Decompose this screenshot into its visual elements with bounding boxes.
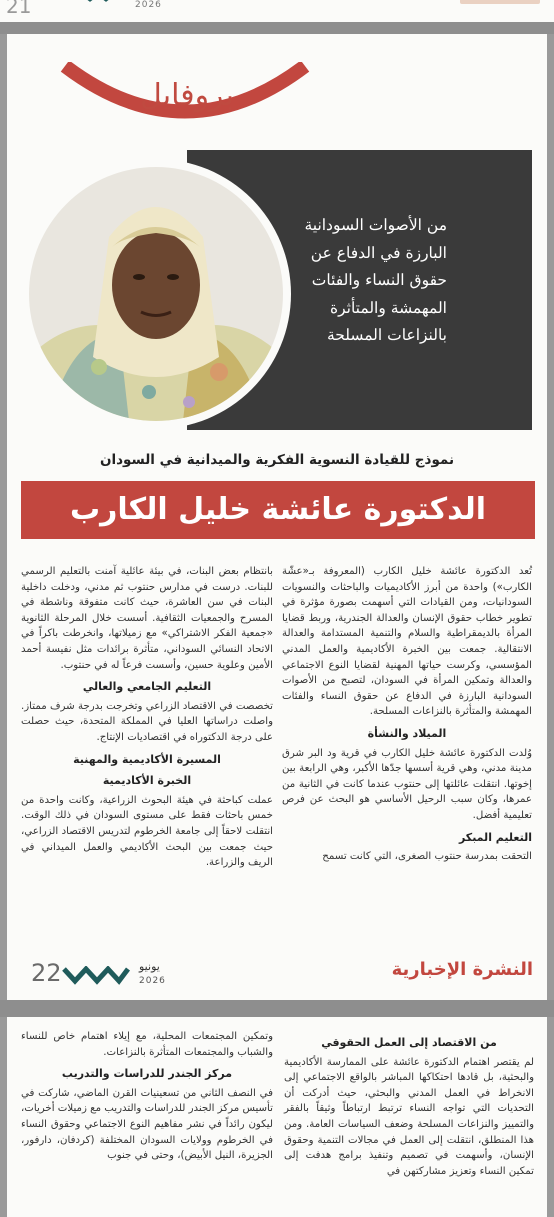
brand-mark-icon (80, 0, 116, 4)
section-heading-university: التعليم الجامعي والعالي (82, 680, 212, 694)
page-gap-middle (0, 1000, 554, 1017)
previous-page-strip (0, 0, 554, 22)
section-heading-gender-center: مركز الجندر للدراسات والتدريب (61, 1067, 233, 1081)
issue-month: يونيو (139, 960, 160, 973)
tagline-line: حقوق النساء والفئات (311, 271, 447, 289)
newsletter-logo: النشرة الإخبارية (391, 959, 533, 980)
tagline-line: المهمشة والمتأثرة (329, 298, 447, 317)
section-label-profile: بروفايل (140, 78, 234, 113)
tagline-line: البارزة في الدفاع عن (310, 243, 447, 262)
early-education-paragraph: التحقت بمدرسة حنتوب الصغرى، التي كانت تسمح (322, 851, 532, 863)
previous-page-logo (460, 0, 540, 4)
article-column-left (21, 1029, 273, 1166)
gender-center-paragraph: في النصف الثاني من تسعينيات القرن الماضي، شاركت في تأسيس مركز الجندر للدراسات والتدريب مع زميلات أخريات، ليكون رائداً في نشر مفاهيم النوع الاجتماعي وحقوق النساء في الخرطوم وولايات السودان المختلفة (كردفان، دارفور، الجزيرة، النيل الأبيض)، وحتى في جنوب (20, 1087, 273, 1162)
profile-subtitle: نموذج للقيادة النسوية الفكرية والميدانية في السودان (99, 452, 455, 468)
magazine-page-23 (7, 1017, 547, 1217)
portrait-photo (21, 159, 291, 429)
page-gap-top (0, 22, 554, 34)
birth-paragraph: وُلدت الدكتورة عائشة خليل الكارب في قرية ود البر شرق مدينة مدني، وهي قرية أسسها جدّها الأكبر، وهي الرابعة بين إخوتها. انتقلت عائلتها إلى حنتوب عندما كانت في الثانية من عمرها، وكان سبب الرحيل الأساسي هو البحث عن فرص تعليمية أفضل. (282, 747, 532, 821)
university-paragraph: تخصصت في الاقتصاد الزراعي وتخرجت بدرجة شرف ممتاز. واصلت دراساتها العليا في المملكة المتحدة، حيث حصلت على درجة الدكتوراه في اقتصاديات الإنتاج. (21, 700, 273, 743)
tagline-line: من الأصوات السودانية (304, 216, 447, 234)
section-heading-birth: الميلاد والنشأة (367, 726, 447, 740)
name-banner (21, 481, 535, 539)
rights-work-paragraph: لم يقتصر اهتمام الدكتورة عائشة على الممارسة الأكاديمية والبحثية، بل قادها احتكاكها المباشر بالواقع الاجتماعي إلى الانخراط في العمل المدني والبحثي، حيث أدركت أن التحديات التي تواجه النساء ترتبط ارتباطاً وثيقاً بالفقر والتمييز والنزاعات المسلحة وضعف السياسات العامة. ومن هذا المنطلق، انتقلت إلى العمل في مجالات التنمية وحقوق الإنسان، وأسهمت في تصميم وتنفيذ برامج هدفت إلى تمكين النساء وتعزيز مشاركتهن في (284, 1056, 534, 1177)
previous-page-year: 2026 (135, 0, 162, 10)
section-heading-career: المسيرة الأكاديمية والمهنية (73, 752, 221, 766)
academic-paragraph: عملت كباحثة في هيئة البحوث الزراعية، وكانت واحدة من خمس باحثات فقط على مستوى السودان في ذلك الوقت. انتقلت لاحقاً إلى جامعة الخرطوم لتدريس الاقتصاد الزراعي، حيث جمعت بين البحث الأكاديمي والعمل الميداني في الريف والزراعة. (21, 794, 273, 869)
intro-paragraph: تُعد الدكتورة عائشة خليل الكارب (المعروفة بـ«عشّة الكارب») واحدة من أبرز الأكاديميات والباحثات والنسويات السودانيات، ومن القيادات التي أسهمت بصورة مؤثرة في تطوير خطاب حقوق الإنسان والعدالة الجندرية، وربط قضايا المرأة بالديمقراطية والسلام والتنمية المستدامة والعدالة الانتقالية. جمعت بين الخبرة الأكاديمية والعمل المدني المؤسسي، وكرست حياتها المهنية لقضايا النوع الاجتماعي والعدالة وتمكين المرأة في السودان، لتصبح من الأصوات السودانية البارزة في الدفاع عن حقوق النساء والفئات المهمشة والمتأثرة بالنزاعات المسلحة. (282, 566, 532, 718)
schooling-paragraph: بانتظام بعض البنات، في بيئة عائلية آمنت بالتعليم الرسمي للبنات. درست في مدارس حنتوب ثم مدني، ودخلت داخلية البنات في سن العاشرة، حيث كانت متفوقة وناشطة في المسرح والجمعيات الثقافية. أسست خلال المرحلة الثانوية «جمعية الفكر الاشتراكي» مع زميلاتها، وانخرطت باكراً في الاتحاد النسائي السوداني، متأثرة برائدات مثل نفيسة أحمد الأمين وعلوية حسين، وأسست فرعاً له في حنتوب. (21, 566, 273, 671)
brand-mark-icon (61, 966, 131, 988)
portrait-illustration (29, 167, 283, 421)
page-number: 22 (31, 959, 62, 987)
magazine-page-22 (7, 34, 547, 1000)
article-column-right (284, 1029, 534, 1181)
communities-paragraph: وتمكين المجتمعات المحلية، مع إيلاء اهتمام خاص للنساء والشباب والمجتمعات المتأثرة بالنزاعات. (21, 1031, 273, 1058)
tagline-line: بالنزاعات المسلحة (326, 326, 447, 344)
previous-page-number: 21 (6, 0, 32, 18)
article-column-left (21, 564, 273, 873)
profile-name: الدكتورة عائشة خليل الكارب (69, 492, 486, 527)
section-heading-academic: الخبرة الأكاديمية (102, 774, 192, 788)
article-column-right (282, 564, 532, 867)
issue-year: 2026 (139, 976, 166, 986)
page-footer (7, 959, 547, 995)
section-heading-early-education: التعليم المبكر (458, 830, 532, 844)
section-heading-rights-work: من الاقتصاد إلى العمل الحقوقي (321, 1036, 497, 1049)
